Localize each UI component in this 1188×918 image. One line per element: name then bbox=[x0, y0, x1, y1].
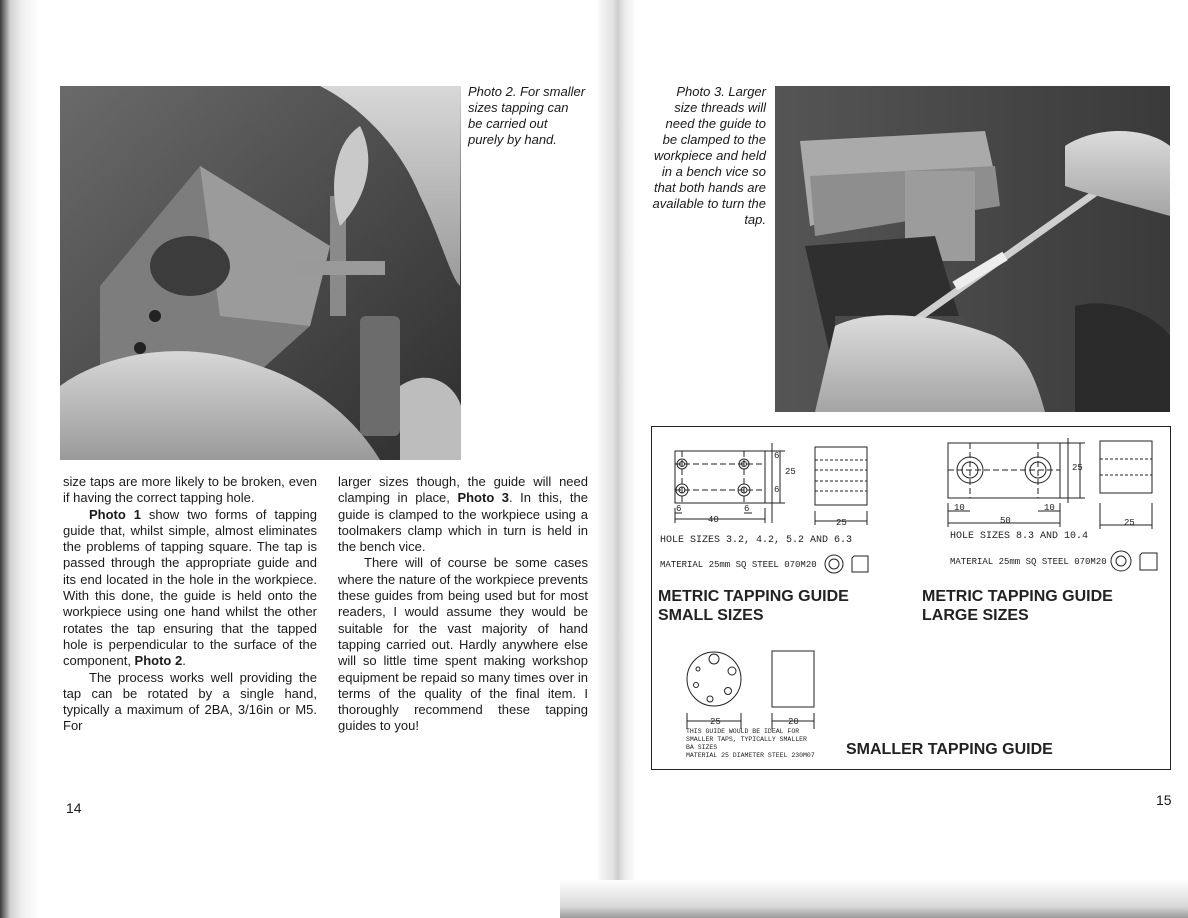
paragraph-4: larger sizes though, the guide will need clamping in place, Photo 3. In this, the guide is clamped to the workpiece using a toolmakers clamp which in turn is held in the bench vice. bbox=[338, 474, 588, 555]
dim-smaller-20: 20 bbox=[788, 717, 799, 727]
left-text-column-1 bbox=[63, 474, 317, 735]
book-spine-edge bbox=[0, 0, 40, 918]
small-material: MATERIAL 25mm SQ STEEL 070M20 bbox=[660, 560, 817, 570]
book-gutter bbox=[598, 0, 634, 918]
dim-small-6b: 6 bbox=[744, 504, 750, 514]
large-hole-sizes: HOLE SIZES 8.3 AND 10.4 bbox=[950, 531, 1089, 542]
dim-small-v6a: 6 bbox=[774, 451, 780, 461]
dim-large-10a: 10 bbox=[954, 503, 965, 513]
photo-2-caption: Photo 2. For smaller sizes tapping can be carried out purely by hand. bbox=[468, 84, 586, 147]
dim-small-25: 25 bbox=[836, 518, 847, 528]
large-guide-title: METRIC TAPPING GUIDE LARGE SIZES bbox=[922, 588, 1113, 624]
dim-large-50: 50 bbox=[1000, 516, 1011, 526]
paragraph-3: The process works well providing the tap can be rotated by a single hand, typically a maximum of 2BA, 3/16in or M5. For bbox=[63, 669, 317, 734]
photo-3-bench-vice-tapping bbox=[775, 86, 1170, 412]
small-hole-sizes: HOLE SIZES 3.2, 4.2, 5.2 AND 6.3 bbox=[660, 535, 853, 546]
large-material: MATERIAL 25mm SQ STEEL 070M20 bbox=[950, 557, 1107, 567]
dim-small-v25: 25 bbox=[785, 467, 796, 477]
smaller-guide-title: SMALLER TAPPING GUIDE bbox=[846, 741, 1053, 758]
dim-small-6a: 6 bbox=[676, 504, 682, 514]
paragraph-2: Photo 1 show two forms of tapping guide that, whilst simple, almost eliminates the problems of tapping square. The tap is passed through the appropriate guide and its end located in the hole in the workpiece. With this done, the guide is held onto the workpiece using one hand whilst the other rotates the tap ensuring that the tapped hole is perpendicular to the surface of the component, Photo 2. bbox=[63, 506, 317, 669]
small-guide-title: METRIC TAPPING GUIDE SMALL SIZES bbox=[658, 588, 849, 624]
round-square-section-icon-large bbox=[1110, 549, 1160, 573]
smaller-guide-drawing bbox=[682, 647, 832, 729]
paragraph-1: size taps are more likely to be broken, even if having the correct tapping hole. bbox=[63, 474, 317, 506]
small-guide-drawing bbox=[660, 433, 875, 529]
dim-large-10b: 10 bbox=[1044, 503, 1055, 513]
photo-3-caption: Photo 3. Larger size threads will need the guide to be clamped to the workpiece and held in a bench vice so that both hands are available to turn the tap. bbox=[652, 84, 766, 227]
photo-2-hand-tapping bbox=[60, 86, 461, 460]
dim-large-v25: 25 bbox=[1072, 463, 1083, 473]
smaller-guide-note: THIS GUIDE WOULD BE IDEAL FOR SMALLER TAPS, TYPICALLY SMALLER BA SIZES MATERIAL 25 DIAMETER STEEL 230M07 bbox=[686, 728, 815, 759]
dim-small-v6b: 6 bbox=[774, 485, 780, 495]
dim-smaller-25: 25 bbox=[710, 717, 721, 727]
page-number-left: 14 bbox=[66, 800, 82, 816]
round-square-section-icon bbox=[824, 553, 870, 575]
dim-small-40: 40 bbox=[708, 515, 719, 525]
dim-large-25: 25 bbox=[1124, 518, 1135, 528]
tapping-guide-drawings bbox=[651, 426, 1171, 770]
paragraph-5: There will of course be some cases where the nature of the workpiece prevents these guides from being used but for most readers, I would assume they would be suitable for the vast majority of hand tapping carried out. Hardly anywhere else will so little time spent making workshop equipment be repaid so many times over in terms of the quality of the final item. I thoroughly recommend these tapping guides to you! bbox=[338, 555, 588, 734]
page-bottom-shadow bbox=[560, 880, 1188, 918]
page-number-right: 15 bbox=[1156, 792, 1172, 808]
left-text-column-2 bbox=[338, 474, 588, 735]
